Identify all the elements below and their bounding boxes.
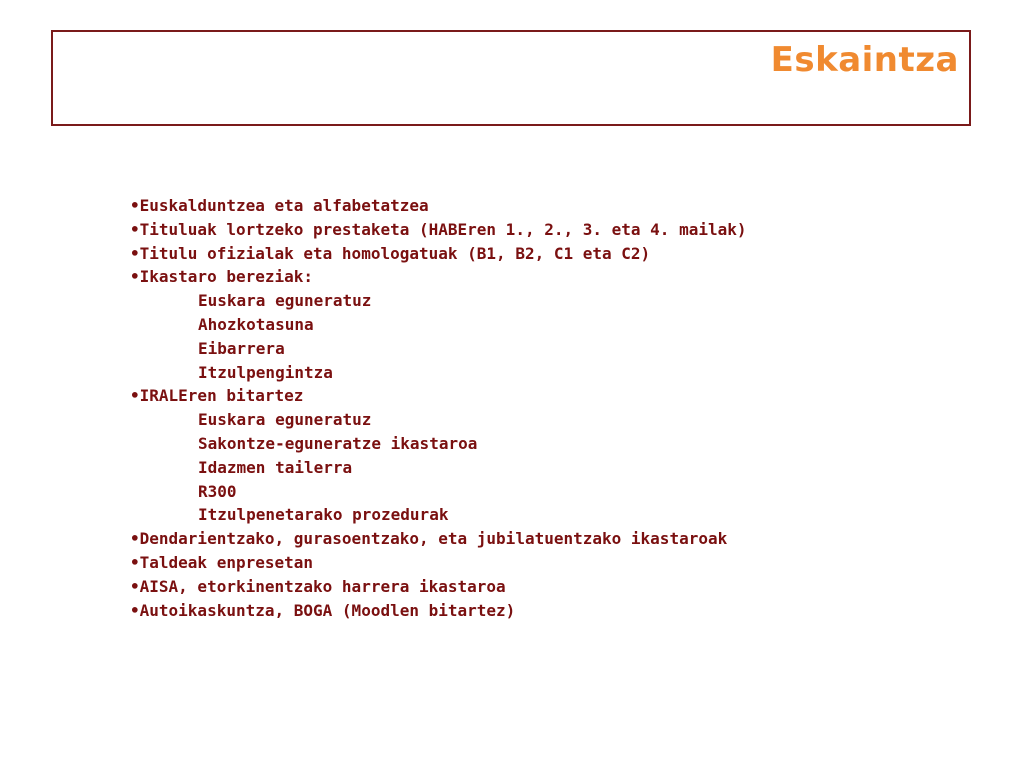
sub-list-item: Sakontze-eguneratze ikastaroa (198, 433, 478, 453)
list-item: •Taldeak enpresetan (130, 552, 314, 572)
list-item: •Ikastaro bereziak: (130, 267, 314, 287)
slide-title: Eskaintza (770, 40, 959, 80)
offer-list (130, 194, 990, 622)
sub-list-item: R300 (198, 481, 237, 501)
sub-list-item: Euskara eguneratuz (198, 410, 372, 430)
sub-list-item: Itzulpenetarako prozedurak (198, 505, 449, 525)
sub-list-item: Ahozkotasuna (198, 314, 314, 334)
list-item: •Autoikaskuntza, BOGA (Moodlen bitartez) (130, 600, 516, 620)
sub-list-item: Idazmen tailerra (198, 457, 353, 477)
list-item: •AISA, etorkinentzako harrera ikastaroa (130, 576, 506, 596)
sub-list-item: Itzulpengintza (198, 362, 333, 382)
list-item: •Dendarientzako, gurasoentzako, eta jubilatuentzako ikastaroak (130, 529, 728, 549)
title-box (51, 30, 971, 126)
sub-list-item: Eibarrera (198, 338, 285, 358)
list-item: •Tituluak lortzeko prestaketa (HABEren 1., 2., 3. eta 4. mailak) (130, 219, 747, 239)
list-item: •Titulu ofizialak eta homologatuak (B1, B2, C1 eta C2) (130, 243, 651, 263)
list-item: •IRALEren bitartez (130, 386, 304, 406)
sub-list-item: Euskara eguneratuz (198, 291, 372, 311)
list-item: •Euskalduntzea eta alfabetatzea (130, 196, 429, 215)
